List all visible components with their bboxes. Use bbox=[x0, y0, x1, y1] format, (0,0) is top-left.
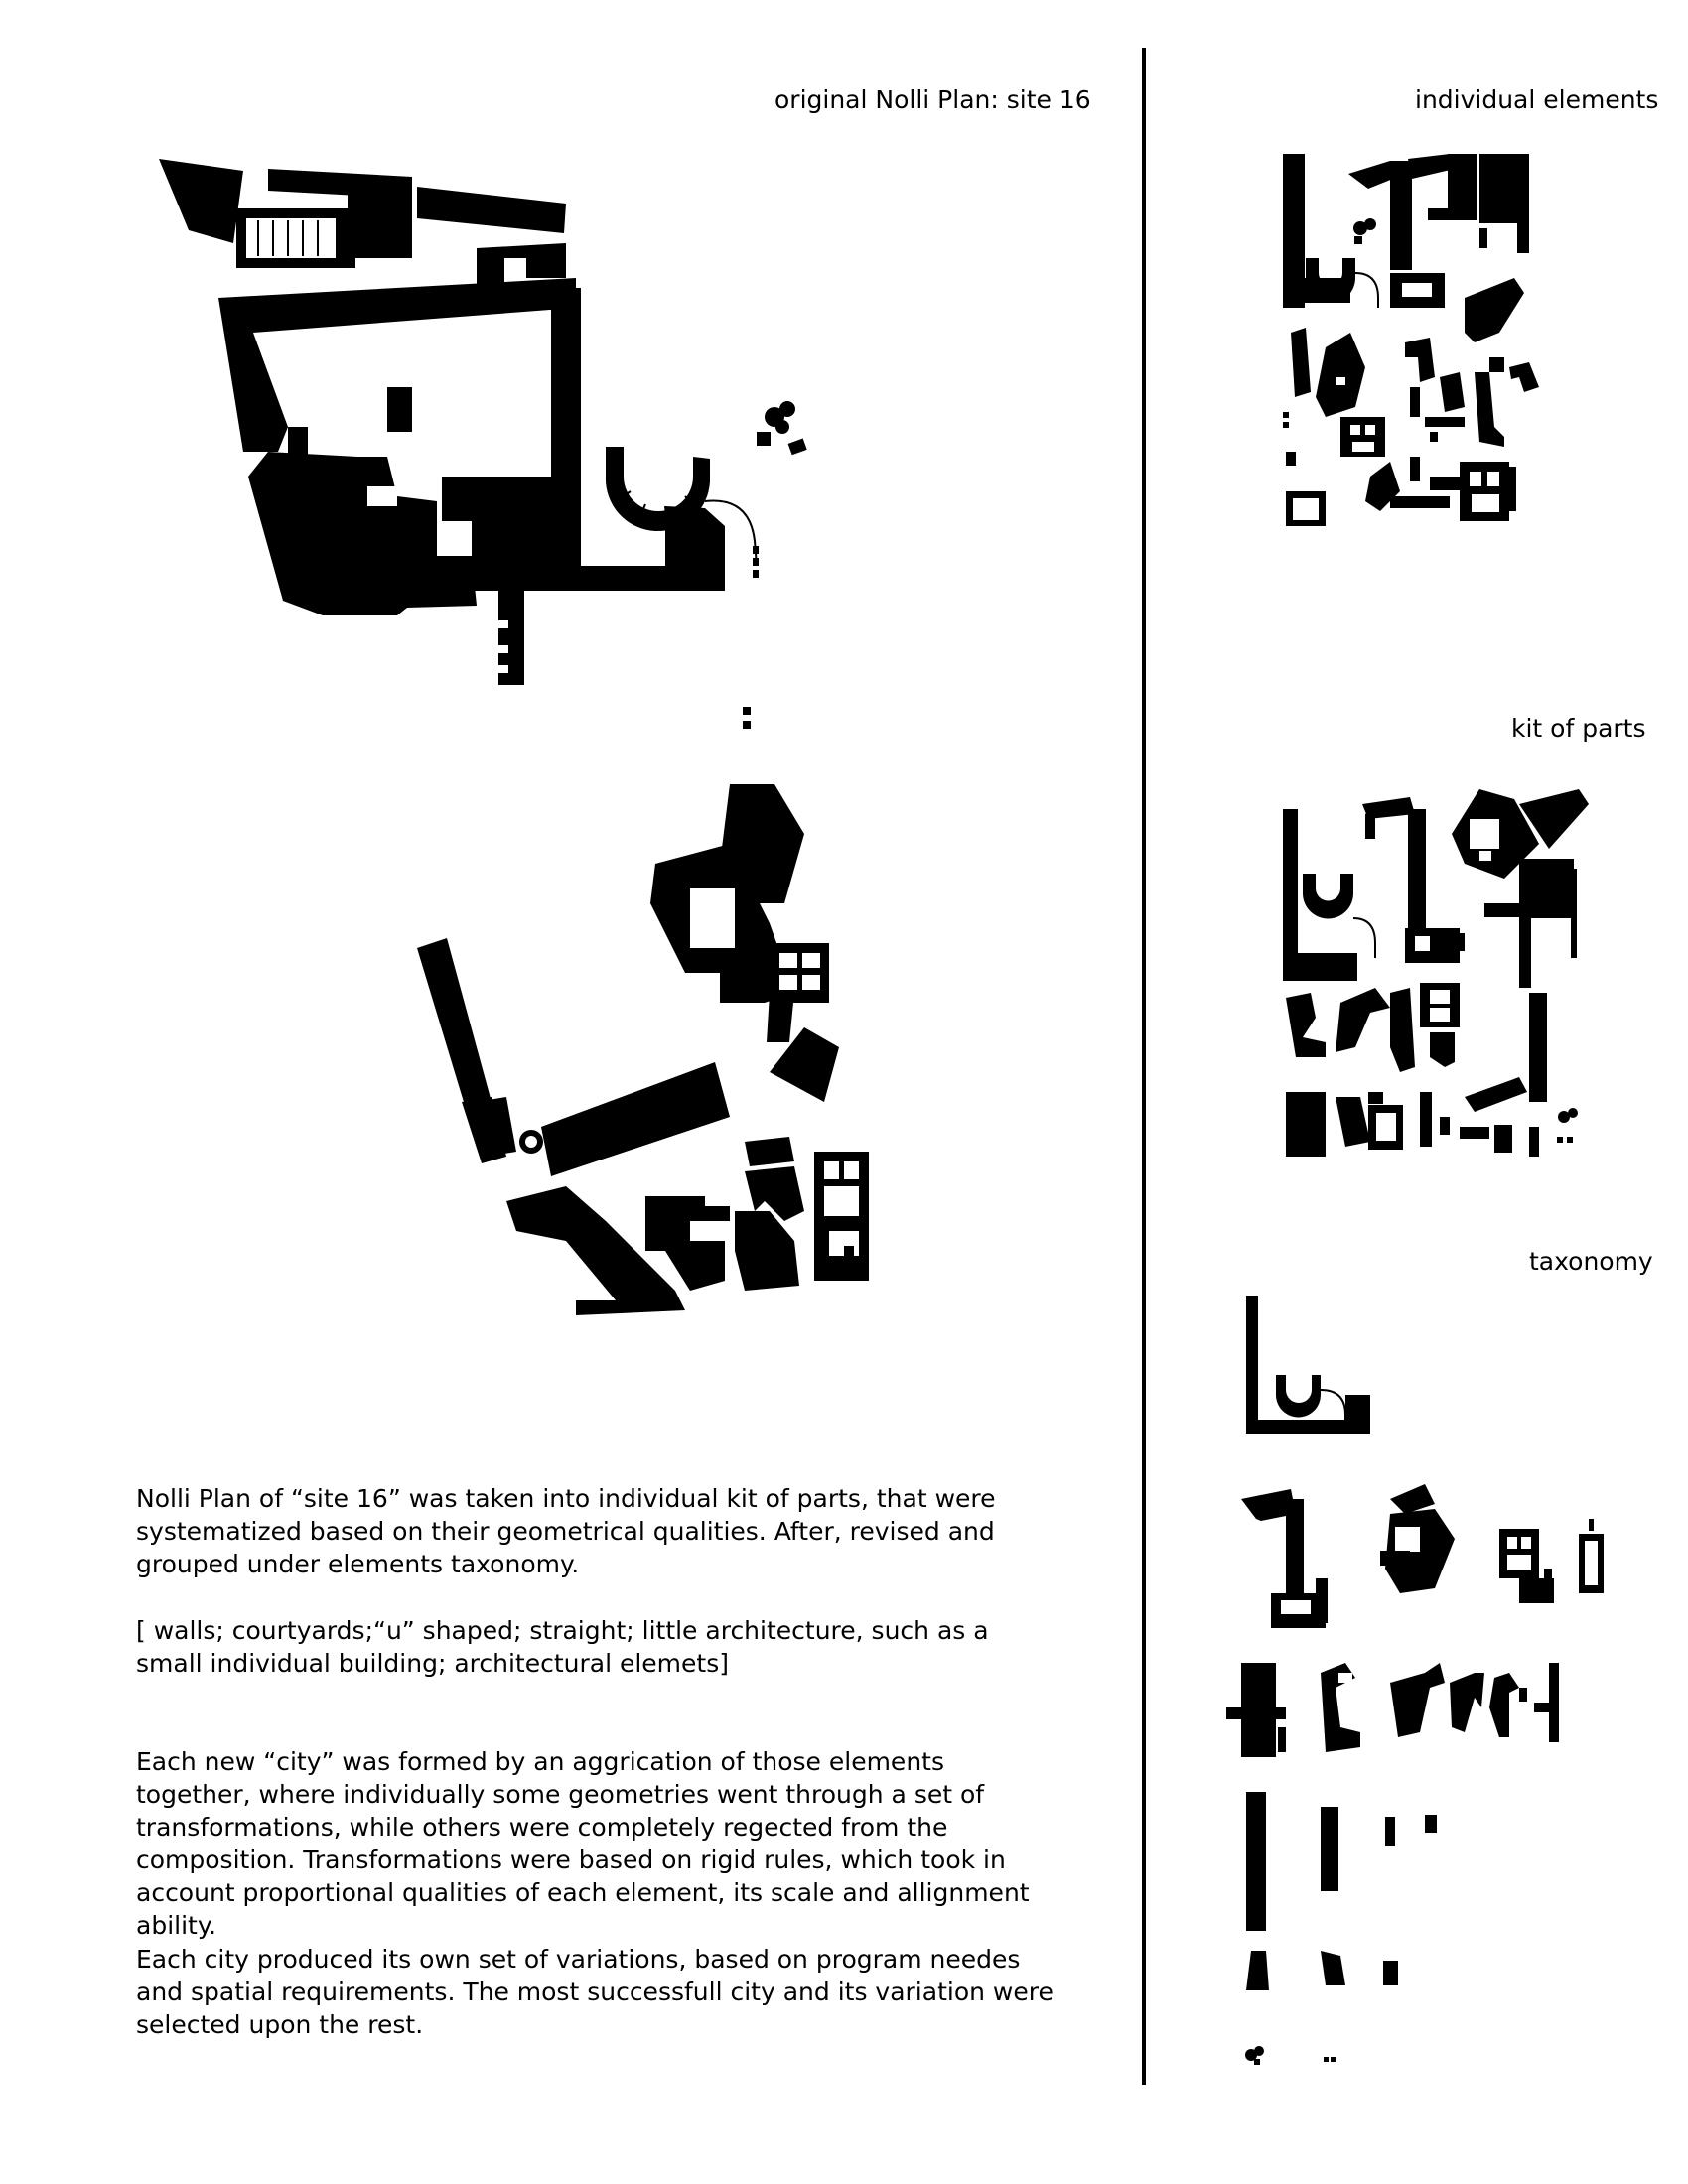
description-paragraph-1: Nolli Plan of “site 16” was taken into individual kit of parts, that were systematized based on their geometrical qualities. After, revised and grouped under elements taxonomy. bbox=[136, 1484, 996, 1578]
taxonomy-title: taxonomy bbox=[1529, 1247, 1653, 1276]
individual-elements-title: individual elements bbox=[1415, 85, 1659, 114]
main-plan-title: original Nolli Plan: site 16 bbox=[774, 85, 1091, 114]
nolli-plan-site-16 bbox=[149, 149, 874, 1340]
description-paragraph-3: Each new “city” was formed by an aggrication of those elements together, where individually some geometries went through a set of transformations, while others were completely regected from the composition. Transformations were based on rigid rules, which took in account proportional qualities of each element, its scale and allignment ability. bbox=[136, 1747, 1030, 1940]
individual-elements-diagram bbox=[1281, 149, 1599, 526]
kit-of-parts-diagram bbox=[1281, 769, 1599, 1166]
description-paragraph-4: Each city produced its own set of variations, based on program needes and spatial requirements. The most successfull city and its variation were selected upon the rest. bbox=[136, 1945, 1054, 2039]
description-paragraph-2: [ walls; courtyards;“u” shaped; straight; little architecture, such as a small individual building; architectural elemets] bbox=[136, 1616, 989, 1678]
kit-of-parts-title: kit of parts bbox=[1511, 714, 1646, 743]
taxonomy-diagram bbox=[1221, 1291, 1658, 2085]
column-divider bbox=[1142, 48, 1146, 2085]
